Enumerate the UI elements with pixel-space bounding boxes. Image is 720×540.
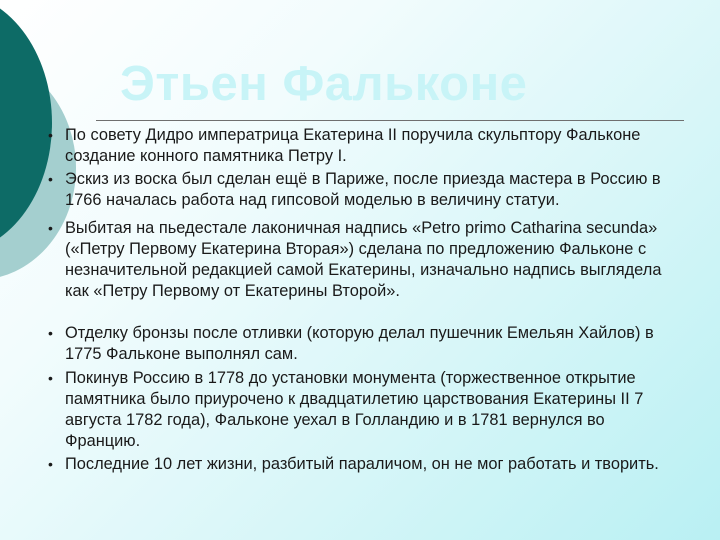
bullet-icon: •: [48, 456, 53, 472]
bullet-text: Отделку бронзы после отливки (которую делал пушечник Емельян Хайлов) в 1775 Фальконе выполнял сам.: [65, 324, 654, 363]
slide-title: Этьен Фальконе: [120, 57, 528, 111]
bullet-text: Эскиз из воска был сделан ещё в Париже, после приезда мастера в Россию в 1766 началась работа над гипсовой моделью в величину статуи.: [65, 170, 661, 209]
bullet-icon: •: [48, 325, 53, 341]
bullet-item: [48, 218, 678, 302]
bullet-text: Покинув Россию в 1778 до установки монумента (торжественное открытие памятника было приурочено к двадцатилетию царствования Екатерины II 7 августа 1782 года), Фальконе уехал в Голландию и в 1781 вернулся во Францию.: [65, 369, 644, 450]
bullet-item: [48, 368, 678, 452]
bullet-item: [48, 125, 678, 167]
title-divider: [96, 120, 684, 121]
bullet-text: Последние 10 лет жизни, разбитый параличом, он не мог работать и творить.: [65, 455, 659, 473]
bullet-icon: •: [48, 220, 53, 236]
bullet-icon: •: [48, 171, 53, 187]
bullet-icon: •: [48, 127, 53, 143]
bullet-icon: •: [48, 370, 53, 386]
bullet-item: [48, 169, 678, 211]
bullet-text: По совету Дидро императрица Екатерина II поручила скульптору Фальконе создание конного памятника Петру I.: [65, 126, 641, 165]
bullet-item: [48, 323, 678, 365]
bullet-text: Выбитая на пьедестале лаконичная надпись «Petro primo Catharina secunda» («Петру Первому Екатерина Вторая») сделана по предложению Фальконе с незначительной редакцией самой Екатерины, изначально надпись выглядела как «Петру Первому от Екатерины Второй».: [65, 219, 662, 300]
bullet-item: [48, 454, 678, 475]
